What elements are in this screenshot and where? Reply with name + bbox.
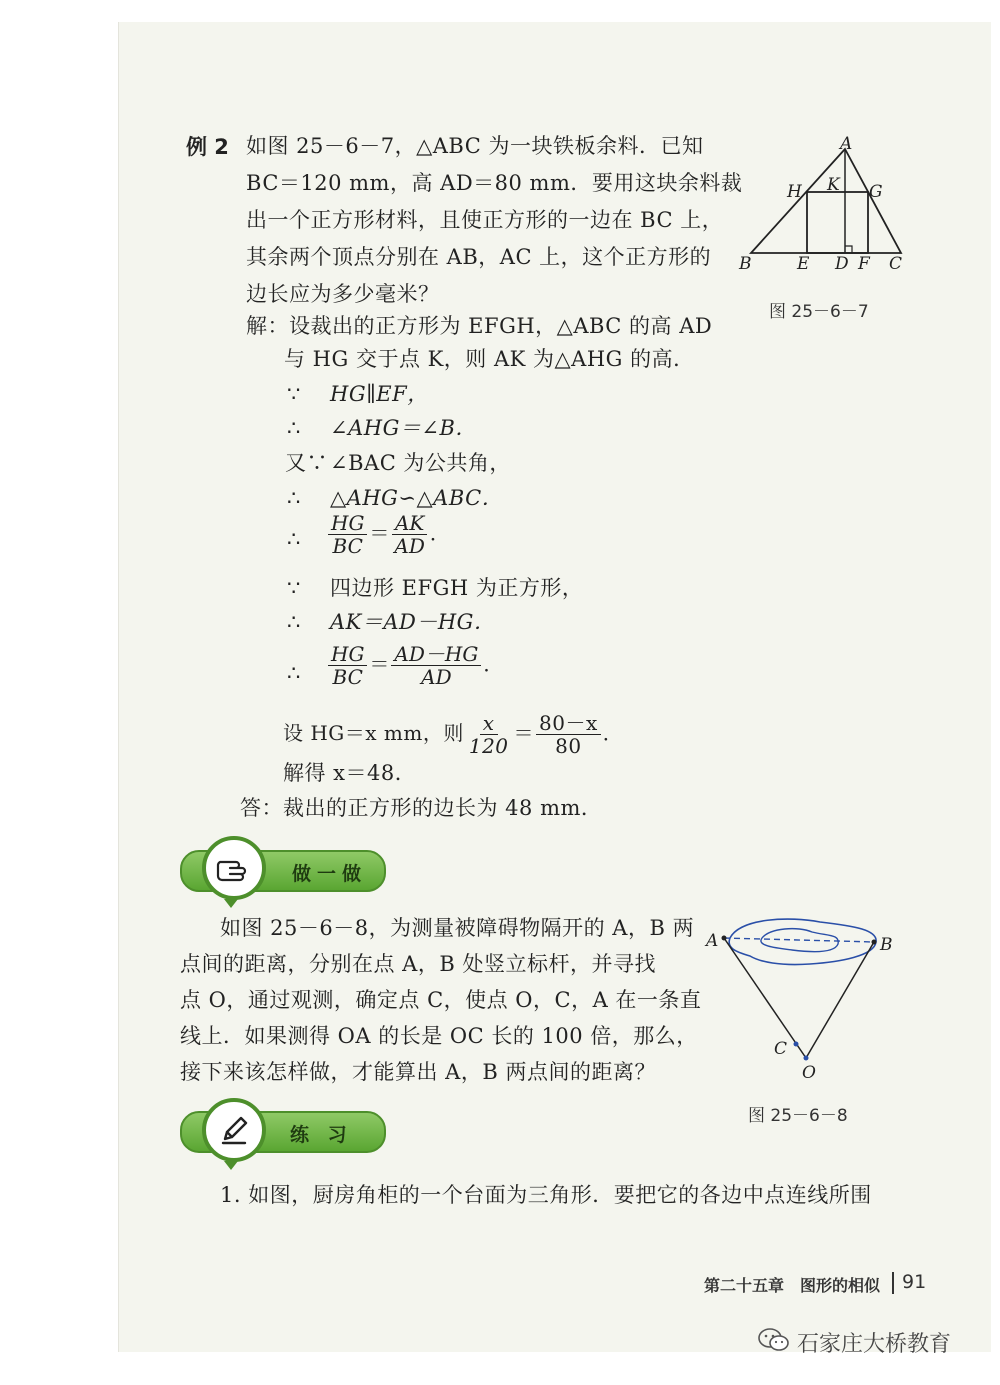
denominator: AD (394, 534, 425, 558)
activity-line-1: 如图 25－6－8，为测量被障碍物隔开的 A，B 两 (220, 916, 695, 940)
example-line-5: 边长应为多少毫米？ (246, 282, 440, 306)
denominator: 80 (555, 734, 582, 758)
figure1-caption: 图 25－6－7 (769, 302, 869, 322)
step-7-text: AK＝AD－HG． (330, 610, 496, 634)
figure-triangle-square (735, 135, 915, 275)
step-8-symbol: ∴ (287, 661, 301, 685)
step-1-symbol: ∵ (287, 382, 301, 406)
step-4-symbol: ∴ (287, 486, 301, 510)
square-efgh (807, 192, 868, 253)
fraction (391, 643, 481, 688)
label-b: B (880, 935, 893, 955)
numerator: HG (328, 643, 367, 666)
numerator: x (480, 712, 498, 735)
fraction (328, 512, 367, 557)
fraction (328, 643, 367, 688)
hand-icon (202, 836, 266, 900)
solution-line-2: 与 HG 交于点 K，则 AK 为△AHG 的高． (284, 347, 695, 371)
solve-line: 解得 x＝48． (283, 761, 417, 785)
fraction (391, 512, 427, 557)
denominator: BC (332, 534, 363, 558)
step-6-text: 四边形 EFGH 为正方形， (330, 576, 584, 600)
figure2-caption: 图 25－6－8 (748, 1106, 848, 1126)
period: ． (483, 652, 504, 676)
equals-sign: ＝ (369, 652, 390, 676)
label-c: C (889, 254, 903, 274)
set-prefix: 设 HG＝x mm，则 (283, 721, 464, 745)
set-line (283, 712, 623, 757)
step-4-text: △AHG∽△ABC． (330, 486, 504, 510)
label-a: A (840, 135, 853, 154)
example-line-3: 出一个正方形材料，且使正方形的一边在 BC 上， (246, 208, 724, 232)
step-3-symbol: 又∵ (285, 451, 328, 475)
exercise-pointer-icon (224, 1161, 238, 1170)
step-2-symbol: ∴ (287, 416, 301, 440)
example-label: 例 2 (186, 135, 229, 159)
line-bo (806, 942, 874, 1058)
step-6-symbol: ∵ (287, 576, 301, 600)
watermark-text: 石家庄大桥教育 (797, 1332, 952, 1357)
example-line-4: 其余两个顶点分别在 AB，AC 上，这个正方形的 (246, 245, 712, 269)
right-angle-mark (845, 246, 852, 253)
label-g: G (869, 182, 883, 202)
answer-line: 答：裁出的正方形的边长为 48 mm． (240, 796, 603, 820)
figure-pond-measure (700, 912, 900, 1082)
footer-divider (892, 1272, 894, 1294)
point-o (804, 1056, 809, 1061)
footer-chapter: 第二十五章 图形的相似 (704, 1276, 881, 1295)
label-o: O (802, 1063, 816, 1082)
example-line-2: BC＝120 mm，高 AD＝80 mm．要用这块余料裁 (246, 171, 743, 195)
activity-line-2: 点间的距离，分别在点 A，B 处竖立标杆，并寻找 (180, 952, 656, 976)
label-e: E (797, 254, 810, 274)
label-k: K (827, 175, 840, 195)
label-d: D (835, 254, 849, 274)
step-1-text: HG∥EF， (330, 382, 429, 406)
pencil-icon (202, 1098, 266, 1162)
label-b: B (739, 254, 752, 274)
denominator: BC (332, 665, 363, 689)
fraction (466, 712, 512, 757)
step-3-text: ∠BAC 为公共角， (330, 451, 511, 475)
activity-line-5: 接下来该怎样做，才能算出 A，B 两点间的距离？ (180, 1060, 656, 1084)
numerator: AK (392, 512, 427, 535)
label-c: C (774, 1039, 788, 1059)
label-h: H (787, 182, 802, 202)
point-a (722, 936, 727, 941)
example-line-1: 如图 25－6－7，△ABC 为一块铁板余料．已知 (246, 134, 704, 158)
label-a: A (706, 931, 719, 951)
page-number: 91 (902, 1271, 927, 1293)
point-c (794, 1042, 799, 1047)
wechat-icon (757, 1326, 791, 1354)
period: ． (602, 721, 624, 745)
activity-line-3: 点 O，通过观测，确定点 C，使点 O，C，A 在一条直 (180, 988, 702, 1012)
exercise-item-1: 1. 如图，厨房角柜的一个台面为三角形．要把它的各边中点连线所围 (220, 1183, 872, 1207)
denominator: 120 (468, 734, 509, 758)
period: ． (429, 521, 450, 545)
activity-pointer-icon (224, 899, 238, 908)
fraction (536, 712, 601, 757)
numerator: HG (328, 512, 367, 535)
point-b (872, 940, 877, 945)
line-ao (724, 938, 806, 1058)
denominator: AD (421, 665, 452, 689)
solution-line-1: 解：设裁出的正方形为 EFGH，△ABC 的高 AD (246, 314, 713, 338)
step-5-symbol: ∴ (287, 527, 301, 551)
activity-line-4: 线上．如果测得 OA 的长是 OC 长的 100 倍，那么， (180, 1024, 698, 1048)
segment-ab (724, 938, 874, 942)
exercise-title: 练 习 (290, 1124, 353, 1146)
step-7-symbol: ∴ (287, 610, 301, 634)
activity-title: 做一做 (292, 863, 368, 885)
numerator: 80－x (536, 712, 601, 735)
numerator: AD－HG (391, 643, 481, 666)
step-5-equation (326, 512, 450, 557)
label-f: F (858, 254, 870, 274)
step-8-equation (326, 643, 503, 688)
step-2-text: ∠AHG＝∠B． (330, 416, 477, 440)
equals-sign: ＝ (369, 521, 390, 545)
equals-sign: ＝ (513, 721, 535, 745)
